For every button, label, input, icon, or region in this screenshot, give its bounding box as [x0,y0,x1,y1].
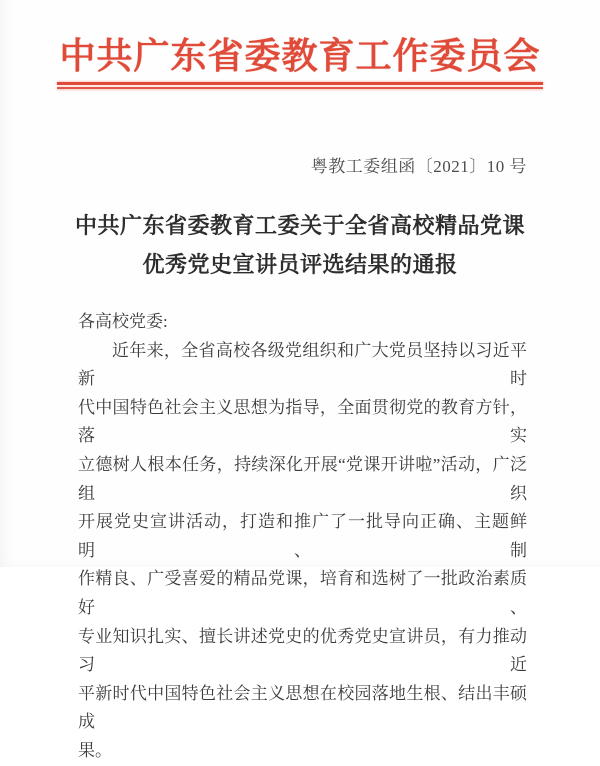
body-line: 立德树人根本任务，持续深化开展“党课开讲啦”活动，广泛组织 [78,454,527,503]
body-line: 专业知识扎实、擅长讲述党史的优秀党史宣讲员，有力推动习近 [78,626,527,675]
document-title [0,206,600,284]
divider-thin-line [57,87,543,89]
letterhead-divider [57,82,543,90]
salutation: 各高校党委: [78,312,168,331]
document-body [78,308,527,766]
body-line: 开展党史宣讲活动，打造和推广了一批导向正确、主题鲜明、制 [78,512,527,560]
body-line: 代中国特色社会主义思想为指导，全面贯彻党的教育方针，落实 [78,397,527,446]
document-title-line-1: 中共广东省委教育工委关于全省高校精品党课 [74,213,525,238]
body-line: 作精良、广受喜爱的精品党课，培育和选树了一批政治素质好、 [78,569,527,617]
body-line: 近年来，全省高校各级党组织和广大党员坚持以习近平新时 [78,340,527,389]
body-line: 平新时代中国特色社会主义思想在校园落地生根、结出丰硕成 [78,683,527,732]
document-reference-number: 粤教工委组函〔2021〕10 号 [310,157,527,176]
body-line: 果。 [78,740,112,760]
document-title-line-2: 优秀党史宣讲员评选结果的通报 [142,252,458,277]
letterhead-title: 中共广东省委教育工作委员会 [59,36,541,76]
